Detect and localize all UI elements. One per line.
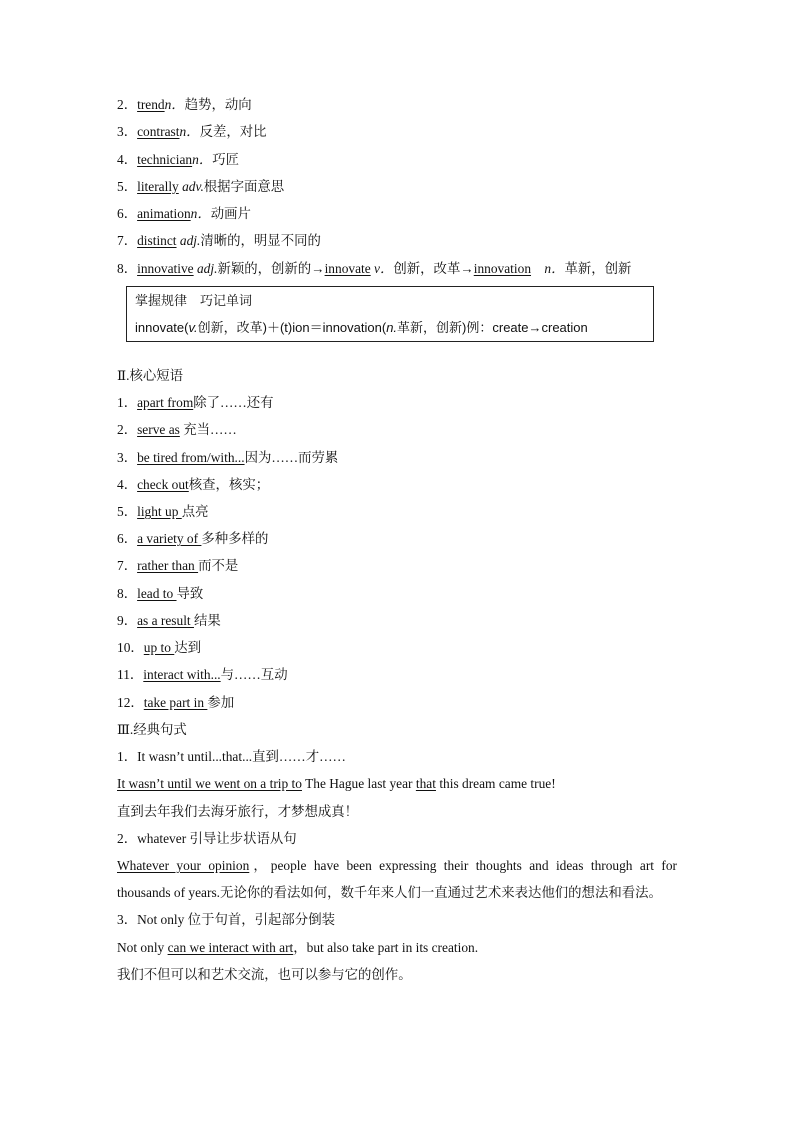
phrase-meaning: 除了……还有 <box>193 395 274 410</box>
item-number: 12． <box>117 695 144 710</box>
phrase-item <box>117 557 238 574</box>
vocab-item-animation <box>117 205 251 222</box>
phrase-item <box>117 421 237 438</box>
sentence-underlined: It wasn’t until we went on a trip to <box>117 776 302 791</box>
phrase-meaning: 充当…… <box>179 422 237 437</box>
phrase-meaning: 因为……而劳累 <box>244 450 339 465</box>
vocab-meaning: 革新，创新 <box>564 261 632 276</box>
phrase-text: a variety of <box>137 531 202 546</box>
sentence-pattern-heading: 3．Not only 位于句首，引起部分倒装 <box>117 912 335 927</box>
vocab-item-contrast <box>117 123 267 140</box>
part-of-speech: adj. <box>179 233 201 248</box>
phrase-text: interact with... <box>143 667 221 682</box>
part-of-speech: v． <box>374 261 394 276</box>
phrase-text: apart from <box>137 395 194 410</box>
phrase-meaning: 多种多样的 <box>201 531 269 546</box>
vocab-meaning: 动画片 <box>210 206 251 221</box>
vocab-item-literally <box>117 178 284 195</box>
sentence-pattern-heading: 1．It wasn’t until...that...直到……才…… <box>117 749 346 764</box>
sentence-underlined: that <box>415 776 436 791</box>
arrow-icon: → <box>528 320 542 335</box>
part-of-speech: n． <box>192 152 213 167</box>
vocab-meaning: 反差，对比 <box>199 124 267 139</box>
example-sentence-en <box>117 775 556 792</box>
sentence-pattern-heading: 2．whatever 引导让步状语从句 <box>117 831 297 846</box>
vocab-word: literally <box>137 179 179 194</box>
sentence-text: ，people have been expressing their thoughts and ideas through art for <box>249 858 678 873</box>
tip-text: 创新，改革)＋(t)ion＝innovation( <box>197 320 387 335</box>
tip-pos: v. <box>188 320 198 335</box>
arrow-icon: → <box>460 261 474 276</box>
tip-text: 革新，创新)例：create <box>397 320 529 335</box>
item-number: 10． <box>117 640 144 655</box>
vocab-item-innovative <box>117 260 631 277</box>
vocab-meaning: 巧匠 <box>212 152 239 167</box>
tip-box-title: 掌握规律 巧记单词 <box>135 293 253 308</box>
phrase-item <box>117 612 221 629</box>
phrase-text: be tired from/with... <box>137 450 245 465</box>
sentence-text: ，but also take part in its creation. <box>293 940 479 955</box>
phrase-item <box>117 530 268 547</box>
part-of-speech: n． <box>164 97 185 112</box>
vocab-meaning: 清晰的，明显不同的 <box>200 233 321 248</box>
phrase-item <box>117 585 203 602</box>
item-number: 2． <box>117 422 138 437</box>
item-number: 6． <box>117 206 138 221</box>
vocab-word: distinct <box>137 233 177 248</box>
phrase-meaning: 核查，核实； <box>188 477 270 492</box>
phrase-meaning: 参加 <box>207 695 235 710</box>
phrase-meaning: 导致 <box>176 586 204 601</box>
phrase-meaning: 结果 <box>193 613 221 628</box>
phrase-meaning: 与……互动 <box>220 667 288 682</box>
phrase-text: check out <box>137 477 189 492</box>
part-of-speech: adv. <box>182 179 204 194</box>
phrase-item <box>117 449 338 466</box>
item-number: 11． <box>117 667 144 682</box>
phrase-item <box>117 394 274 411</box>
tip-box-content <box>135 317 588 336</box>
vocab-meaning: 创新，改革 <box>393 261 461 276</box>
tip-text: innovate( <box>135 320 189 335</box>
phrase-text: light up <box>137 504 182 519</box>
sentence-text: this dream came true! <box>435 776 556 791</box>
vocab-word: contrast <box>137 124 180 139</box>
phrase-meaning: 达到 <box>174 640 202 655</box>
vocab-word-derived: innovation <box>473 261 532 276</box>
example-sentence-en <box>117 857 677 874</box>
phrase-text: as a result <box>137 613 194 628</box>
sentence-underlined: Whatever your opinion <box>117 858 250 873</box>
example-sentence-en <box>117 939 478 956</box>
item-number: 9． <box>117 613 138 628</box>
tip-pos: n. <box>386 320 398 335</box>
example-sentence-cont: thousands of years.无论你的看法如何，数千年来人们一直通过艺术来表达他们的想法和看法。 <box>117 885 662 900</box>
phrase-meaning: 而不是 <box>198 558 239 573</box>
vocab-word: innovative <box>137 261 194 276</box>
sentence-text: The Hague last year <box>301 776 416 791</box>
item-number: 4． <box>117 152 138 167</box>
phrase-item <box>117 503 209 520</box>
phrase-item <box>117 694 234 711</box>
part-of-speech: n． <box>544 261 565 276</box>
arrow-icon: → <box>311 261 325 276</box>
phrase-text: up to <box>143 640 175 655</box>
phrase-text: serve as <box>137 422 180 437</box>
section-title-phrases: Ⅱ.核心短语 <box>117 368 184 383</box>
item-number: 4． <box>117 477 138 492</box>
vocab-item-distinct <box>117 232 321 249</box>
item-number: 5． <box>117 179 138 194</box>
phrase-text: lead to <box>137 586 177 601</box>
phrase-text: take part in <box>143 695 208 710</box>
item-number: 6． <box>117 531 138 546</box>
part-of-speech: adj. <box>196 261 218 276</box>
item-number: 3． <box>117 124 138 139</box>
example-sentence-cn: 直到去年我们去海牙旅行，才梦想成真！ <box>117 804 359 819</box>
vocab-word: technician <box>137 152 193 167</box>
tip-text: creation <box>541 320 588 335</box>
item-number: 7． <box>117 558 138 573</box>
vocab-item-trend <box>117 96 252 113</box>
item-number: 8． <box>117 261 138 276</box>
sentence-underlined: can we interact with art <box>167 940 294 955</box>
sentence-text: Not only <box>117 940 168 955</box>
phrase-meaning: 点亮 <box>181 504 209 519</box>
example-sentence-cn: 我们不但可以和艺术交流，也可以参与它的创作。 <box>117 967 412 982</box>
phrase-item <box>117 639 201 656</box>
item-number: 1． <box>117 395 138 410</box>
vocab-word-derived: innovate <box>324 261 371 276</box>
item-number: 3． <box>117 450 138 465</box>
tip-box <box>126 286 654 342</box>
phrase-item <box>117 666 288 683</box>
phrase-text: rather than <box>137 558 199 573</box>
phrase-item <box>117 476 269 493</box>
part-of-speech: n． <box>179 124 200 139</box>
vocab-word: trend <box>137 97 165 112</box>
vocab-meaning: 新颖的，创新的 <box>217 261 312 276</box>
vocab-item-technician <box>117 151 239 168</box>
item-number: 2． <box>117 97 138 112</box>
vocab-meaning: 根据字面意思 <box>203 179 285 194</box>
vocab-word: animation <box>137 206 191 221</box>
vocab-meaning: 趋势，动向 <box>184 97 252 112</box>
item-number: 7． <box>117 233 138 248</box>
item-number: 5． <box>117 504 138 519</box>
item-number: 8． <box>117 586 138 601</box>
part-of-speech: n． <box>190 206 211 221</box>
section-title-sentences: Ⅲ.经典句式 <box>117 722 187 737</box>
